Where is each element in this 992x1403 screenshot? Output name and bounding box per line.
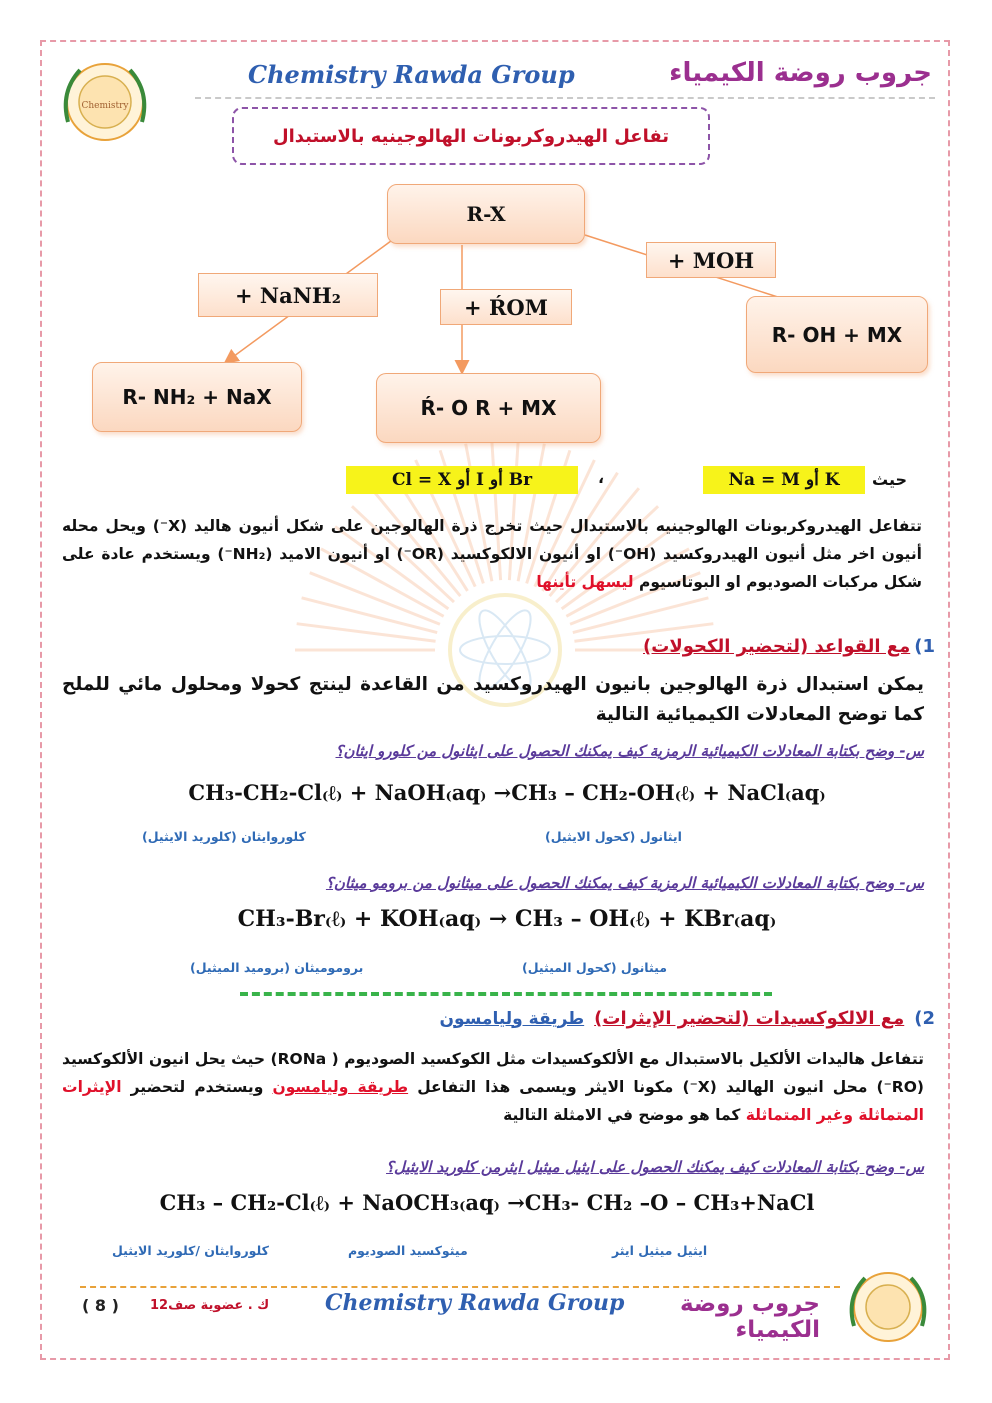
equation-1: CH₃-CH₂-Cl₍ℓ₎ + NaOH₍aq₎ →CH₃ – CH₂-OH₍ℓ₎ + NaCl₍aq₎ [188, 780, 826, 805]
intro-highlight: ليسهل تأينها [536, 573, 634, 591]
section2-heading: مع الالكوكسيدات (لتحضير الإيثرات) [594, 1008, 905, 1029]
section2-number: 2) [914, 1008, 935, 1029]
equation-3: CH₃ – CH₂-Cl₍ℓ₎ + NaOCH₃₍aq₎ →CH₃- CH₂ –O – CH₃+NaCl [159, 1190, 815, 1215]
section1-number: 1) [914, 636, 935, 657]
intro-paragraph [62, 512, 922, 596]
question-3: س- وضح بكتابة المعادلات كيف يمكنك الحصول على ايثيل ميثيل ايثرمن كلوريد الايثيل؟ [386, 1158, 924, 1176]
section1-heading-row [500, 636, 935, 657]
reagent-moh-box: + MOH [646, 242, 776, 278]
section1-body: يمكن استبدال ذرة الهالوجين بانيون الهيدروكسيد من القاعدة لينتج كحولا ومحلول مائي للملح كما توضح المعادلات الكيميائية التالية [62, 674, 924, 725]
page-title: تفاعل الهيدروكربونات الهالوجينيه بالاستبدال [232, 107, 710, 165]
section2-heading-row [400, 1008, 935, 1029]
product-alcohol-box: R- OH + MX [746, 296, 928, 373]
equation-3-caption-methoxide: ميثوكسيد الصوديوم [348, 1243, 468, 1258]
section2-body-method: طريقة وليامسون [272, 1078, 409, 1096]
footer-laurel-logo-icon [838, 1262, 938, 1352]
halogens-definition: Br أو I أو Cl = X [346, 466, 578, 494]
footer-brand-en: Chemistry Rawda Group [325, 1290, 625, 1316]
header-brand-en: Chemistry Rawda Group [248, 60, 575, 89]
reagent-nanh2-box: + NaNH₂ [198, 273, 378, 317]
page-number: ( 8 ) [82, 1296, 119, 1315]
svg-text:Chemistry: Chemistry [81, 101, 129, 111]
reactant-rx-box: R-X [387, 184, 585, 244]
footer-divider [80, 1286, 840, 1288]
comma-separator: ، [598, 468, 605, 487]
section2-body [62, 1045, 924, 1129]
product-ether-box: Ŕ- O R + MX [376, 373, 601, 443]
metals-definition: K أو Na = M [703, 466, 865, 494]
reagent-rom-box: + ŔOM [440, 289, 572, 325]
footer-brand-ar: جروب روضة الكيمياء [679, 1291, 820, 1343]
question-2: س- وضح بكتابة المعادلات الكيميائية الرمزية كيف يمكنك الحصول على ميثانول من برومو ميثان؟ [325, 874, 924, 892]
header-brand-ar: جروب روضة الكيمياء [669, 58, 932, 88]
where-label: حيث [872, 470, 907, 489]
section2-body-a: تتفاعل هاليدات الألكيل بالاستبدال مع الألكوكسيدات مثل الكوكسيد الصوديوم ( RONa) حيث يحل انيون الألكوكسيد (RO⁻) محل انيون الهاليد (X⁻) مكونا الايثر ويسمى هذا التفاعل [62, 1050, 924, 1096]
equation-2-caption-product: ميثانول (كحول الميثيل) [522, 960, 667, 975]
equation-2-caption-reactant: بروموميثان (بروميد الميثيل) [190, 960, 364, 975]
equation-3-caption-reactant: كلوروايثان /كلوريد الايثيل [112, 1243, 269, 1258]
section2-body-red: الإيثرات المتماثلة وغير المتماثلة [62, 1078, 924, 1124]
section1-heading: مع القواعد (لتحضير الكحولات) [643, 636, 911, 657]
product-amine-box: R- NH₂ + NaX [92, 362, 302, 432]
equation-1-caption-reactant: كلوروايثان (كلوريد الايثيل) [142, 829, 306, 844]
equation-1-caption-product: ايثانول (كحول الايثيل) [545, 829, 682, 844]
section-divider [240, 992, 772, 996]
equation-2: CH₃-Br₍ℓ₎ + KOH₍aq₎ → CH₃ – OH₍ℓ₎ + KBr₍aq₎ [237, 906, 777, 932]
intro-text: تتفاعل الهيدروكربونات الهالوجينيه بالاستبدال حيث تخرج ذرة الهالوجين على شكل أنيون هاليد (X⁻) ويحل محله أنيون اخر مثل أنيون الهيدروكسيد (OH⁻) او أنيون الالكوكسيد (OR⁻) او أنيون الاميد (NH₂⁻) ويستخدم عادة على شكل مركبات الصوديوم او البوتاسيوم [62, 517, 922, 591]
footer-grade: ك . عضوية صف12 [150, 1298, 270, 1313]
equation-3-caption-product: ايثيل ميثيل ايثر [612, 1243, 708, 1258]
section2-method: طريقة وليامسون [439, 1008, 585, 1029]
section2-body-c: كما هو موضح في الامثلة التالية [503, 1106, 741, 1124]
question-1: س- وضح بكتابة المعادلات الكيميائية الرمزية كيف يمكنك الحصول على ايثانول من كلورو ايثان؟ [335, 742, 924, 760]
section2-body-b: ويستخدم لتحضير [130, 1078, 264, 1096]
